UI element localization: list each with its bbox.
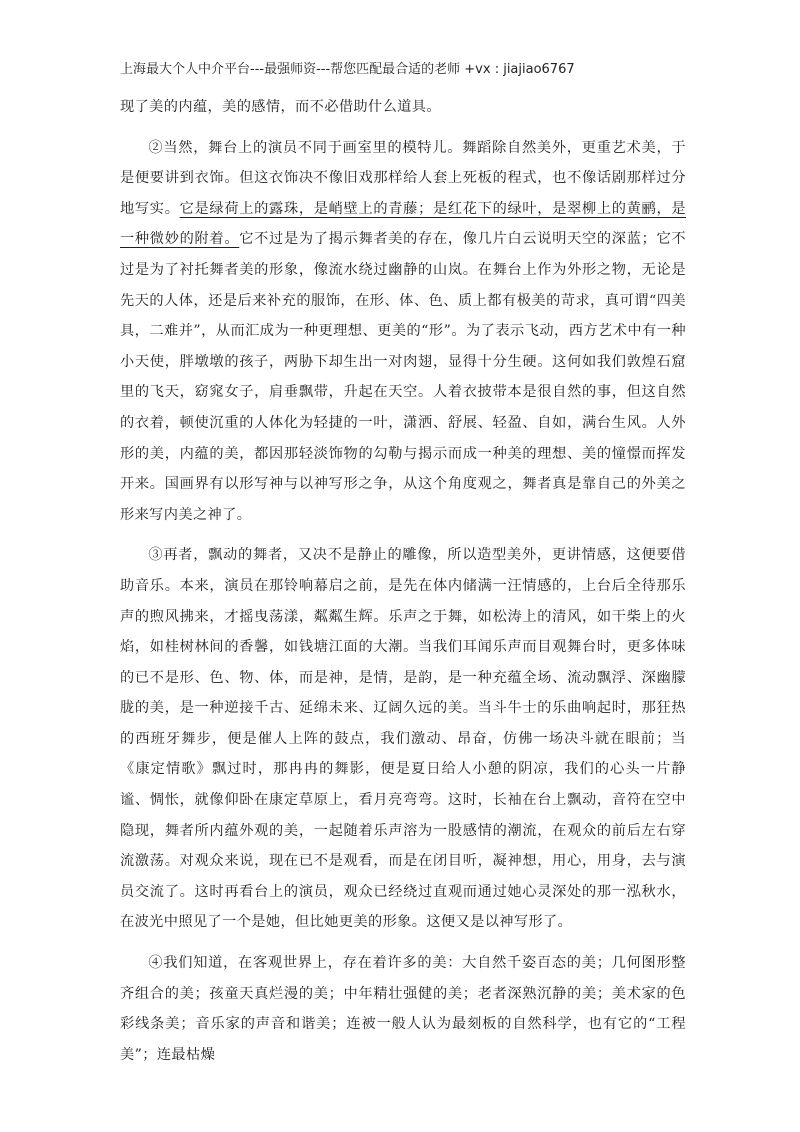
paragraph-2-text-after: 它不过是为了揭示舞者美的存在，像几片白云说明天空的深蓝；它不过是为了衬托舞者美的形象，像流水绕过幽静的山岚。在舞台上作为外形之物，无论是先天的人体，还是后来补充的服饰，在形、体、色、质上都有极美的苛求，真可谓“四美具，二难并”，从而汇成为一种更理想、更美的“形”。为了表示飞动，西方艺术中有一种小天使，胖墩墩的孩子，两胁下却生出一对肉翅，显得十分生硬。这何如我们敦煌石窟里的飞天，窈窕女子，肩垂飘带，升起在天空。人着衣披带本是很自然的事，但这自然的衣着，顿使沉重的人体化为轻捷的一叶，潇洒、舒展、轻盈、自如，满台生风。人外形的美，内蕴的美，都因那轻淡饰物的勾勒与揭示而成一种美的理想、美的憧憬而挥发开来。国画界有以形写神与以神写形之争，从这个角度观之，舞者真是靠自己的外美之形来写内美之神了。 bbox=[120, 231, 686, 523]
paragraph-continuation: 现了美的内蕴，美的感情，而不必借助什么道具。 bbox=[120, 99, 441, 115]
document-body bbox=[120, 92, 686, 1080]
paragraph-2-text-before: ②当然，舞台上的演员不同于画室里的模特儿。舞蹈除自然美外，更重艺术美，于是便要讲到衣饰。但这衣饰决不像旧戏那样给人套上死板的程式，也不像话剧那样过分地写实。 bbox=[120, 139, 686, 217]
paragraph-2 bbox=[120, 133, 686, 531]
underlined-sentence: 它是绿荷上的露珠，是峭壁上的青藤；是红花下的绿叶，是翠柳上的黄鹂，是一种微妙的附着。 bbox=[120, 200, 686, 248]
page-header: 上海最大个人中介平台---最强师资---帮您匹配最合适的老师 +vx : jiajiao6767 bbox=[120, 62, 575, 77]
paragraph-4: ④我们知道，在客观世界上，存在着许多的美：大自然千姿百态的美；几何图形整齐组合的美；孩童天真烂漫的美；中年精壮强健的美；老者深熟沉静的美；美术家的色彩线条美；音乐家的声音和谐美；连被一般人认为最刻板的自然科学，也有它的“工程美”；连最枯燥 bbox=[120, 955, 686, 1063]
paragraph-3: ③再者，飘动的舞者，又决不是静止的雕像，所以造型美外，更讲情感，这便要借助音乐。本来，演员在那铃响幕启之前，是先在体内储满一汪情感的，上台后全待那乐声的煦风拂来，才摇曳荡漾，粼粼生辉。乐声之于舞，如松涛上的清风，如干柴上的火焰，如桂树林间的香馨，如钱塘江面的大潮。当我们耳闻乐声而目观舞台时，更多体味的已不是形、色、物、体，而是神，是情，是韵，是一种充蕴全场、流动飘浮、深幽朦胧的美，是一种逆接千古、延绵未来、辽阔久远的美。当斗牛士的乐曲响起时，那狂热的西班牙舞步，便是催人上阵的鼓点，我们激动、昂奋，仿佛一场决斗就在眼前；当《康定情歌》飘过时，那冉冉的舞影，便是夏日给人小憩的阴凉，我们的心头一片静谧、惆怅，就像仰卧在康定草原上，看月亮弯弯。这时，长袖在台上飘动，音符在空中隐现，舞者所内蕴外观的美，一起随着乐声溶为一股感情的潮流，在观众的前后左右穿流激荡。对观众来说，现在已不是观看，而是在闭目听，凝神想，用心，用身，去与演员交流了。这时再看台上的演员，观众已经绕过直观而通过她心灵深处的那一泓秋水，在波光中照见了一个是她，但比她更美的形象。这便又是以神写形了。 bbox=[120, 547, 686, 931]
